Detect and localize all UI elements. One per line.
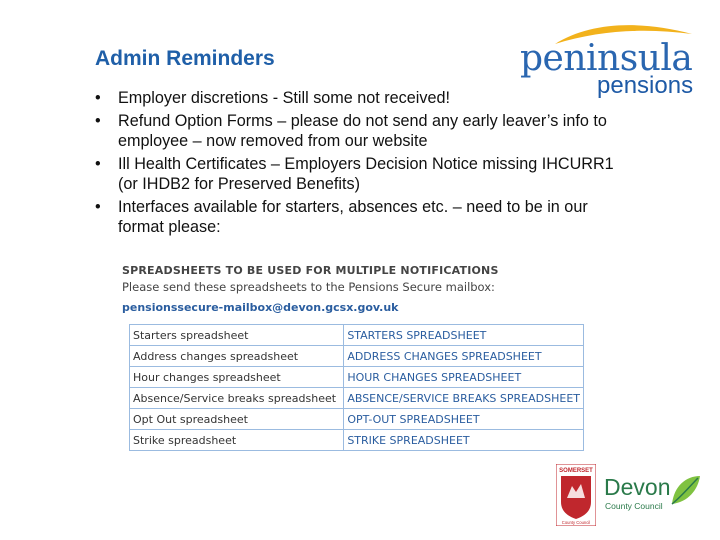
reminder-list — [95, 88, 635, 240]
spreadsheet-name: Hour changes spreadsheet — [130, 367, 344, 388]
spreadsheet-name: Address changes spreadsheet — [130, 346, 344, 367]
devon-name: Devon — [604, 474, 671, 500]
devon-subtitle: County Council — [605, 501, 663, 511]
table-row — [130, 388, 584, 409]
table-row — [130, 430, 584, 451]
page-title: Admin Reminders — [95, 47, 275, 70]
logo-word-pensions: pensions — [597, 72, 694, 99]
logo-word-peninsula: peninsula — [520, 38, 693, 79]
spreadsheet-name: Absence/Service breaks spreadsheet — [130, 388, 344, 409]
list-item: • Employer discretions - Still some not received! — [95, 89, 450, 107]
spreadsheet-box — [122, 264, 590, 451]
table-row — [130, 367, 584, 388]
peninsula-pensions-logo — [520, 18, 700, 98]
spreadsheet-link[interactable]: OPT-OUT SPREADSHEET — [344, 409, 584, 430]
somerset-sub-label: County Council — [561, 520, 591, 525]
somerset-crest-icon — [556, 464, 596, 526]
list-item: • Interfaces available for starters, absences etc. – need to be in our format please: — [95, 198, 588, 236]
devon-logo — [604, 474, 704, 522]
spreadsheet-heading: SPREADSHEETS TO BE USED FOR MULTIPLE NOTIFICATIONS — [122, 264, 499, 277]
table-row — [130, 409, 584, 430]
spreadsheet-table — [129, 324, 584, 451]
bullet-icon: • — [95, 198, 101, 216]
table-row — [130, 346, 584, 367]
leaf-icon — [670, 474, 702, 506]
list-item: • Refund Option Forms – please do not send any early leaver’s info to employee – now removed from our website — [95, 112, 607, 150]
spreadsheet-instruction: Please send these spreadsheets to the Pensions Secure mailbox: — [122, 280, 495, 294]
spreadsheet-link[interactable]: HOUR CHANGES SPREADSHEET — [344, 367, 584, 388]
spreadsheet-name: Opt Out spreadsheet — [130, 409, 344, 430]
list-item: • Ill Health Certificates – Employers Decision Notice missing IHCURR1 (or IHDB2 for Preserved Benefits) — [95, 155, 614, 193]
spreadsheet-link[interactable]: STARTERS SPREADSHEET — [344, 325, 584, 346]
bullet-icon: • — [95, 89, 101, 107]
spreadsheet-link[interactable]: ADDRESS CHANGES SPREADSHEET — [344, 346, 584, 367]
spreadsheet-name: Strike spreadsheet — [130, 430, 344, 451]
table-row — [130, 325, 584, 346]
spreadsheet-link[interactable]: STRIKE SPREADSHEET — [344, 430, 584, 451]
somerset-label: SOMERSET — [559, 468, 593, 474]
bullet-icon: • — [95, 155, 101, 173]
spreadsheet-name: Starters spreadsheet — [130, 325, 344, 346]
spreadsheet-link[interactable]: ABSENCE/SERVICE BREAKS SPREADSHEET — [344, 388, 584, 409]
bullet-icon: • — [95, 112, 101, 130]
secure-mailbox-email[interactable]: pensionssecure-mailbox@devon.gcsx.gov.uk — [122, 301, 399, 314]
